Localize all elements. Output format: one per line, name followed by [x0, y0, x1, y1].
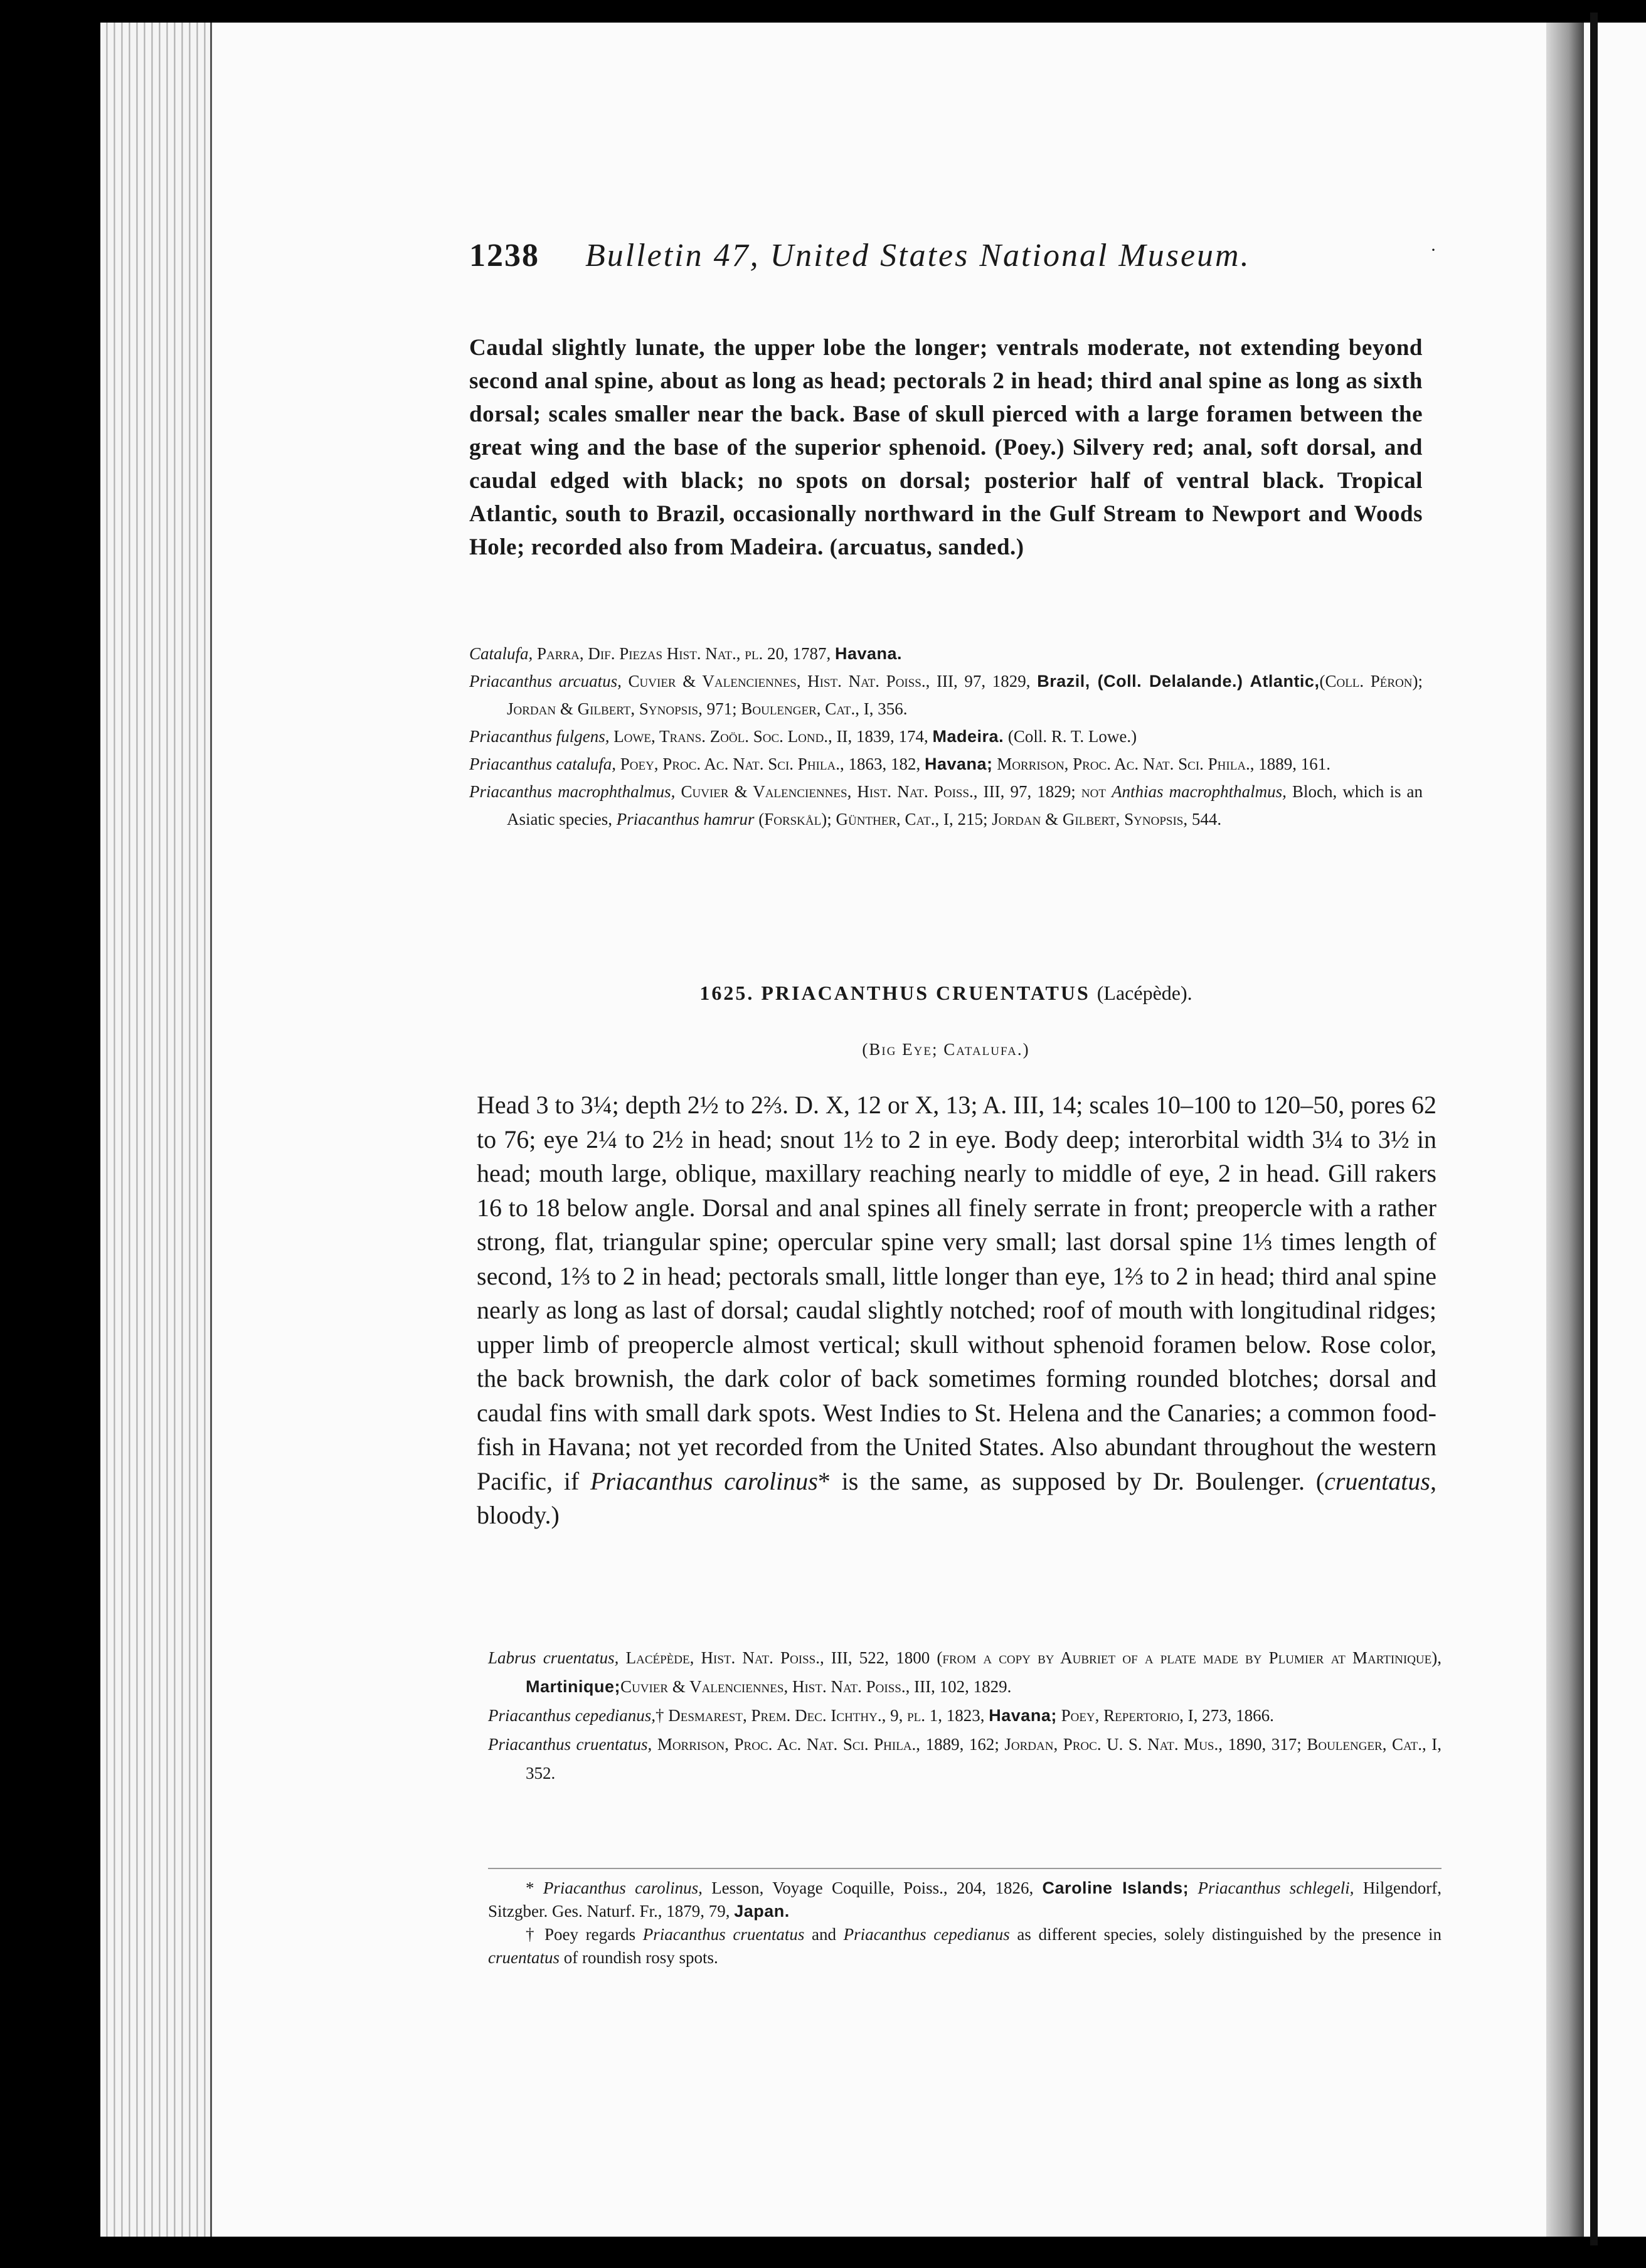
- footnote-rule: [488, 1868, 1442, 1869]
- header-mark: ·: [1430, 240, 1436, 260]
- synonymy-entry: Priacanthus cruentatus, Morrison, Proc. Ac. Nat. Sci. Phila., 1889, 162; Jordan, Proc. U. S. Nat. Mus., 1890, 317; Boulenger, Cat., I, 352.: [488, 1735, 1442, 1783]
- vernacular-names: (Big Eye; Catalufa.): [862, 1040, 1030, 1059]
- page-number: 1238: [469, 238, 539, 273]
- synonymy-list-b: [488, 1643, 1442, 1788]
- synonymy-entry: Priacanthus macrophthalmus, Cuvier & Valenciennes, Hist. Nat. Poiss., III, 97, 1829; not Anthias macrophthalmus, Bloch, which is an Asiatic species, Priacanthus hamrur (Forskål); Günther, Cat., I, 215; Jordan & Gilbert, Synopsis, 544.: [469, 782, 1423, 829]
- description-paragraph-a: Caudal slightly lunate, the upper lobe the longer; ventrals moderate, not extending beyond second anal spine, about as long as head; pectorals 2 in head; third anal spine as long as sixth dorsal; scales smaller near the back. Base of skull pierced with a large foramen between the great wing and the base of the superior sphenoid. (Poey.) Silvery red; anal, soft dorsal, and caudal edged with black; no spots on dorsal; posterior half of ventral black. Tropical Atlantic, south to Brazil, occasionally northward in the Gulf Stream to Newport and Woods Hole; recorded also from Madeira. (arcuatus, sanded.): [469, 335, 1423, 560]
- facing-page-edge: [1590, 13, 1598, 2245]
- page-stack-edge: [100, 23, 220, 2237]
- species-heading: [469, 982, 1423, 1005]
- running-title: Bulletin 47, United States National Museum.: [585, 238, 1251, 273]
- synonymy-list-a: [469, 640, 1423, 833]
- footnotes: [488, 1877, 1442, 1969]
- synonymy-entry: Priacanthus cepedianus,† Desmarest, Prem. Dec. Ichthy., 9, pl. 1, 1823, Havana; Poey, Repertorio, I, 273, 1866.: [488, 1706, 1274, 1725]
- synonymy-entry: Priacanthus catalufa, Poey, Proc. Ac. Nat. Sci. Phila., 1863, 182, Havana; Morrison, Proc. Ac. Nat. Sci. Phila., 1889, 161.: [469, 755, 1331, 773]
- synonymy-entry: Labrus cruentatus, Lacépède, Hist. Nat. Poiss., III, 522, 1800 (from a copy by Aubriet of a plate made by Plumier at Martinique), Martinique;Cuvier & Valenciennes, Hist. Nat. Poiss., III, 102, 1829.: [488, 1648, 1442, 1696]
- synonymy-entry: Priacanthus arcuatus, Cuvier & Valenciennes, Hist. Nat. Poiss., III, 97, 1829, Brazil, (Coll. Delalande.) Atlantic,(Coll. Péron); Jordan & Gilbert, Synopsis, 971; Boulenger, Cat., I, 356.: [469, 672, 1423, 718]
- description-paragraph-b: Head 3 to 3¼; depth 2½ to 2⅔. D. X, 12 or X, 13; A. III, 14; scales 10–100 to 120–50, pores 62 to 76; eye 2¼ to 2½ in head; snout 1½ to 2 in eye. Body deep; interorbital width 3¼ to 3½ in head; mouth large, oblique, maxillary reaching nearly to middle of eye, 2 in head. Gill rakers 16 to 18 below angle. Dorsal and anal spines all finely serrate in front; preopercle with a rather strong, flat, triangular spine; opercular spine very small; last dorsal spine 1⅓ times length of second, 1⅔ to 2 in head; pectorals small, little longer than eye, 1⅔ to 2 in head; third anal spine nearly as long as last of dorsal; caudal slightly notched; roof of mouth with longitudinal ridges; upper limb of preopercle almost vertical; skull without sphenoid foramen below. Rose color, the back brownish, the dark color of back sometimes forming rounded blotches; dorsal and caudal fins with small dark spots. West Indies to St. Helena and the Canaries; a common food-fish in Havana; not yet recorded from the United States. Also abundant throughout the western Pacific, if Priacanthus carolinus* is the same, as supposed by Dr. Boulenger. (cruentatus, bloody.): [477, 1091, 1436, 1529]
- species-author: (Lacépède).: [1096, 982, 1192, 1004]
- footnote-2: † Poey regards Priacanthus cruentatus and Priacanthus cepedianus as different species, solely distinguished by the presence in cruentatus of roundish rosy spots.: [488, 1925, 1442, 1967]
- synonymy-entry: Priacanthus fulgens, Lowe, Trans. Zoöl. Soc. Lond., II, 1839, 174, Madeira. (Coll. R. T. Lowe.): [469, 727, 1137, 746]
- footnote-1: * Priacanthus carolinus, Lesson, Voyage Coquille, Poiss., 204, 1826, Caroline Islands; Priacanthus schlegeli, Hilgendorf, Sitzgber. Ges. Naturf. Fr., 1879, 79, Japan.: [488, 1879, 1442, 1921]
- synonymy-entry: Catalufa, Parra, Dif. Piezas Hist. Nat., pl. 20, 1787, Havana.: [469, 644, 903, 663]
- species-name: 1625. PRIACANTHUS CRUENTATUS: [699, 982, 1090, 1004]
- running-header: [469, 237, 1448, 274]
- book-gutter: [1546, 23, 1584, 2237]
